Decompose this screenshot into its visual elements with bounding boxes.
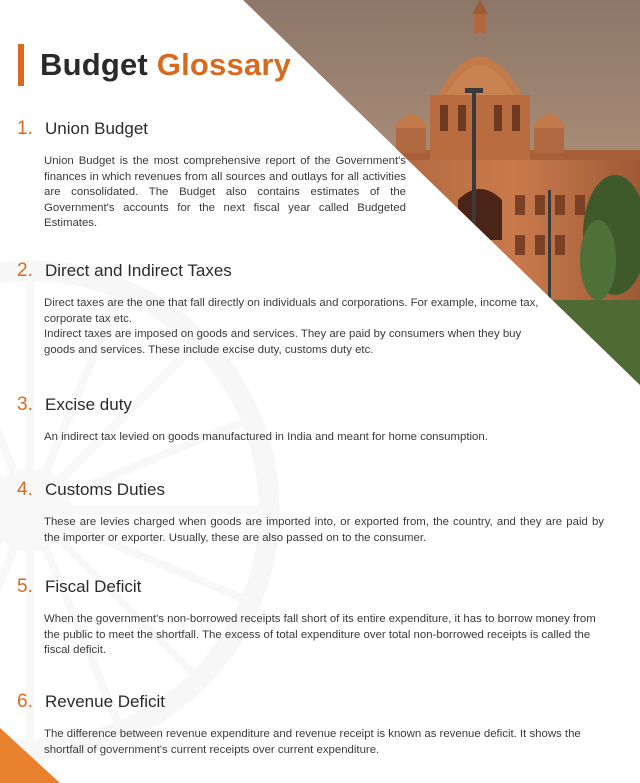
entry-number: 1. bbox=[17, 118, 33, 139]
entry-heading bbox=[17, 394, 488, 416]
entry-description: Union Budget is the most comprehensive report of the Government's finances in which revenues from all sources and outlays for all activities are consolidated. The Budget also contains estimates of the Government's accounts for the next fiscal year called Budgeted Estimates. bbox=[44, 155, 406, 229]
entry-number: 5. bbox=[17, 576, 33, 597]
entry-number: 3. bbox=[17, 394, 33, 415]
header-accent-bar bbox=[18, 44, 24, 86]
glossary-entry-fiscal-deficit bbox=[17, 576, 614, 659]
entry-number: 4. bbox=[17, 479, 33, 500]
glossary-entry-excise-duty bbox=[17, 394, 488, 446]
entry-description: Indirect taxes are imposed on goods and services. They are paid by consumers when they buy goods and services. These include excise duty, customs duty etc. bbox=[44, 328, 522, 356]
glossary-entry-direct-indirect-taxes bbox=[17, 260, 549, 358]
page-header bbox=[18, 44, 291, 86]
page-title-word-2: Glossary bbox=[156, 47, 292, 82]
entry-number: 2. bbox=[17, 260, 33, 281]
entry-title: Customs Duties bbox=[45, 480, 165, 499]
entry-title: Revenue Deficit bbox=[45, 692, 166, 711]
entry-title: Excise duty bbox=[45, 395, 132, 414]
entry-description: These are levies charged when goods are imported into, or exported from, the country, and they are paid by the importer or exporter. Usually, these are also passed on to the consumer. bbox=[44, 516, 604, 544]
glossary-entry-union-budget bbox=[17, 118, 406, 232]
entry-description: When the government's non-borrowed receipts fall short of its entire expenditure, it has to borrow money from the public to meet the shortfall. The excess of total expenditure over total non-borrowed receipts is called the fiscal deficit. bbox=[44, 613, 596, 656]
entry-title: Fiscal Deficit bbox=[45, 577, 142, 596]
entry-title: Union Budget bbox=[45, 119, 149, 138]
entry-description: Direct taxes are the one that fall directly on individuals and corporations. For example, income tax, corporate tax etc. bbox=[44, 297, 539, 325]
entry-heading bbox=[17, 691, 614, 713]
page-title-word-1: Budget bbox=[40, 47, 148, 82]
entry-heading bbox=[17, 479, 604, 501]
entry-heading bbox=[17, 260, 549, 282]
entry-title: Direct and Indirect Taxes bbox=[45, 261, 232, 280]
entry-heading bbox=[17, 576, 614, 598]
glossary-entry-revenue-deficit bbox=[17, 691, 614, 758]
page-title bbox=[40, 47, 291, 83]
entry-description: An indirect tax levied on goods manufactured in India and meant for home consumption. bbox=[44, 431, 488, 443]
entry-number: 6. bbox=[17, 691, 33, 712]
entry-description: The difference between revenue expenditure and revenue receipt is known as revenue deficit. It shows the shortfall of government's current receipts over current expenditure. bbox=[44, 728, 581, 756]
glossary-entry-customs-duties bbox=[17, 479, 604, 546]
entry-heading bbox=[17, 118, 406, 140]
